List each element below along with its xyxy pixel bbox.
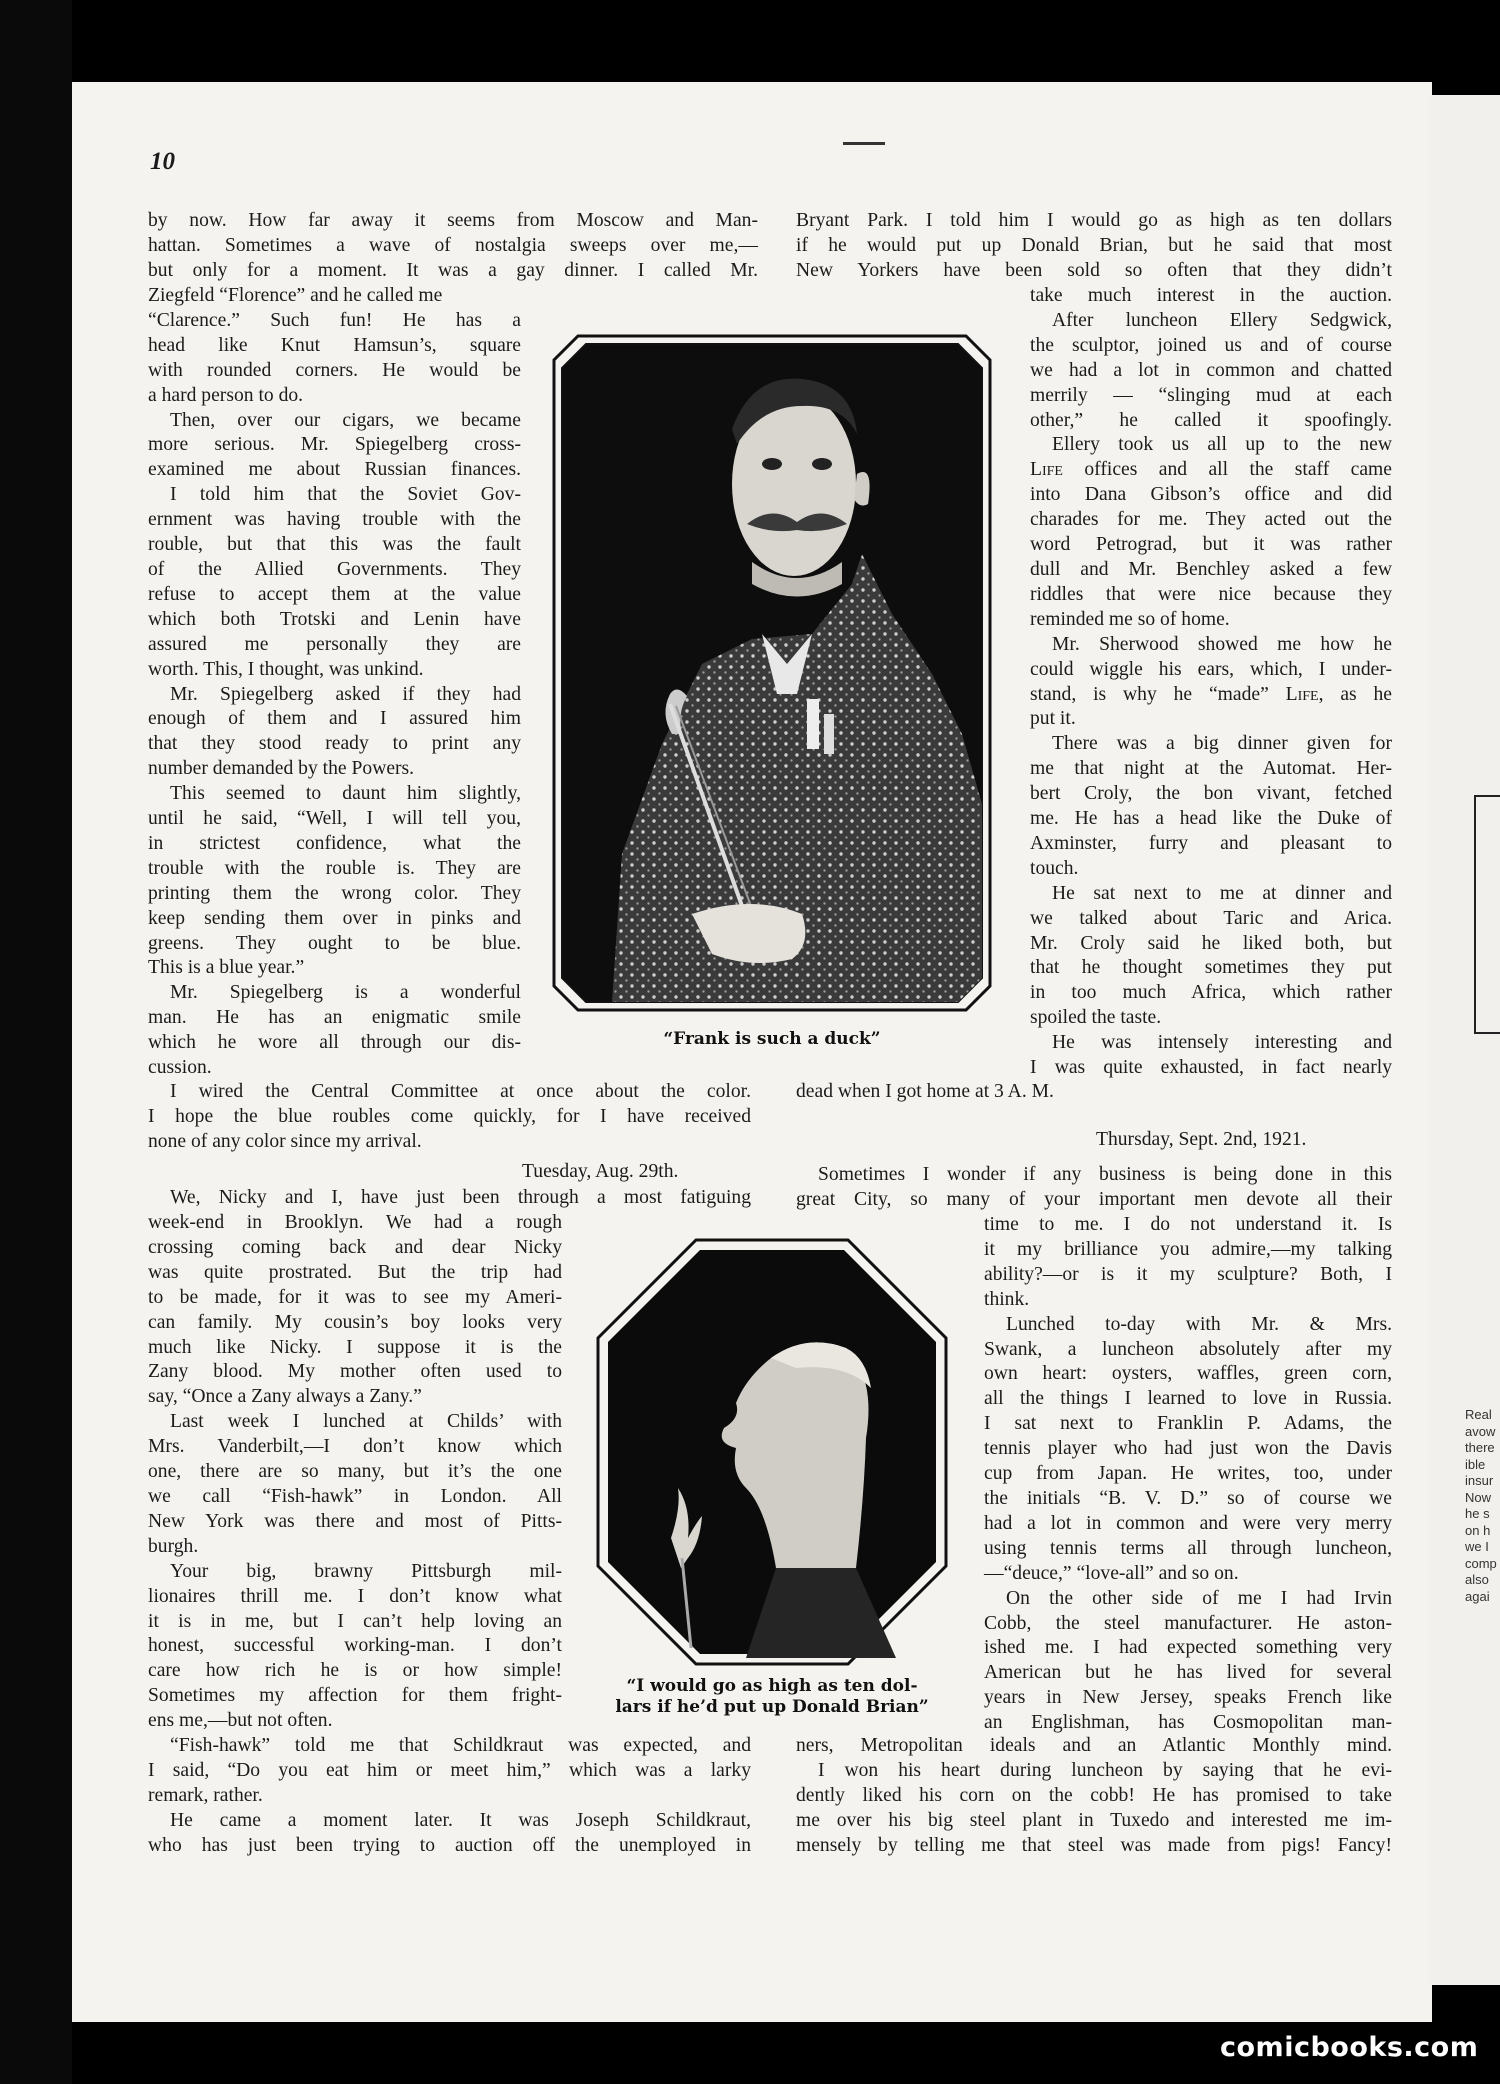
right-column-narrow-2: [984, 1213, 1392, 1736]
text-line: “Fish-hawk” told me that Schildkraut was expected, and: [170, 1735, 751, 1756]
text-line: into Dana Gibson’s office and did: [1030, 484, 1392, 506]
text-line: it my brilliance you admire,—my talking: [984, 1238, 1392, 1260]
text-line: ens me,—but not often.: [148, 1710, 333, 1732]
text-line: I said, “Do you eat him or meet him,” which was a larky: [148, 1759, 751, 1781]
text-line: by now. How far away it seems from Moscow and Man-: [148, 210, 758, 231]
text-line: one, there are so many, but it’s the one: [148, 1461, 562, 1483]
text-line: Bryant Park. I told him I would go as high as ten dollars: [796, 210, 1392, 231]
profile-illustration-octagon: [596, 1238, 948, 1666]
text-line: Life offices and all the staff came: [1030, 459, 1392, 481]
text-line: we call “Fish-hawk” in London. All: [148, 1485, 562, 1507]
text-line: mensely by telling me that steel was made from pigs! Fancy!: [796, 1834, 1392, 1856]
text-line: New York was there and most of Pitts-: [148, 1510, 562, 1532]
text-line: me that night at the Automat. Her-: [1030, 758, 1392, 780]
text-line: which he wore all through our dis-: [148, 1032, 521, 1054]
text-line: with rounded corners. He would be: [148, 359, 521, 381]
text-line: man. He has an enigmatic smile: [148, 1007, 521, 1029]
date-aug-29: Tuesday, Aug. 29th.: [522, 1161, 679, 1182]
text-line: think.: [984, 1288, 1030, 1310]
left-column-mid: [148, 1080, 751, 1155]
text-line: dull and Mr. Benchley asked a few: [1030, 558, 1392, 580]
text-line: more serious. Mr. Spiegelberg cross-: [148, 434, 521, 456]
adjacent-page-bracket: [1474, 795, 1500, 1034]
text-line: hattan. Sometimes a wave of nostalgia sweeps over me,—: [148, 234, 758, 256]
text-line: had a lot in common and were very merry: [984, 1512, 1392, 1534]
text-line: none of any color since my arrival.: [148, 1130, 422, 1152]
text-line: to be made, for it was to see my Ameri-: [148, 1286, 562, 1308]
left-column-narrow-2: [148, 1211, 562, 1734]
text-line: There was a big dinner given for: [1052, 733, 1392, 755]
text-line: great City, so many of your important men devote all their: [796, 1188, 1392, 1210]
text-line: honest, successful working-man. I don’t: [148, 1635, 562, 1657]
text-line: me over his big steel plant in Tuxedo and interested me im-: [796, 1809, 1392, 1831]
text-line: say, “Once a Zany always a Zany.”: [148, 1386, 422, 1408]
text-line: years in New Jersey, speaks French like: [984, 1687, 1392, 1709]
text-line: could wiggle his ears, which, I under-: [1030, 658, 1392, 680]
text-line: Lunched to-day with Mr. & Mrs.: [1006, 1313, 1392, 1335]
text-line: rouble, but that this was the fault: [148, 534, 521, 556]
text-line: week-end in Brooklyn. We had a rough: [148, 1212, 562, 1233]
text-line: who has just been trying to auction off the unemployed in: [148, 1834, 751, 1856]
text-line: it is in me, but I can’t help loving an: [148, 1610, 562, 1632]
text-line: ability?—or is it my sculpture? Both, I: [984, 1263, 1392, 1285]
text-line: examined me about Russian finances.: [148, 459, 521, 481]
text-line: Your big, brawny Pittsburgh mil-: [170, 1560, 562, 1582]
text-line: I was quite exhausted, in fact nearly: [1030, 1057, 1392, 1079]
text-line: the initials “B. V. D.” so of course we: [984, 1487, 1392, 1509]
text-line: cup from Japan. He writes, too, under: [984, 1463, 1392, 1485]
text-line: New Yorkers have been sold so often that they didn’t: [796, 259, 1392, 281]
text-line: reminded me so of home.: [1030, 608, 1230, 630]
text-line: refuse to accept them at the value: [148, 583, 521, 605]
text-line: the sculptor, joined us and of course: [1030, 334, 1392, 356]
text-line: He was intensely interesting and: [1052, 1032, 1392, 1054]
text-line: assured me personally they are: [148, 633, 521, 655]
text-line: Sometimes I wonder if any business is being done in this: [818, 1164, 1392, 1185]
text-line: —“deuce,” “love-all” and so on.: [984, 1562, 1239, 1584]
left-column-top: [148, 209, 758, 284]
text-line: Sometimes my affection for them fright-: [148, 1685, 562, 1707]
text-line: number demanded by the Powers.: [148, 758, 415, 780]
text-line: if he would put up Donald Brian, but he said that most: [796, 234, 1392, 256]
text-line: Mrs. Vanderbilt,—I don’t know which: [148, 1436, 562, 1458]
text-line: care how rich he is or how simple!: [148, 1660, 562, 1682]
text-line: we had a lot in common and chatted: [1030, 359, 1392, 381]
text-line: charades for me. They acted out the: [1030, 509, 1392, 531]
text-line: burgh.: [148, 1535, 199, 1557]
text-line: cussion.: [148, 1057, 212, 1079]
right-column-mid: [796, 1080, 1392, 1105]
header-ornament: [843, 142, 885, 145]
text-line: This seemed to daunt him slightly,: [170, 783, 521, 805]
text-line: worth. This, I thought, was unkind.: [148, 658, 424, 680]
text-line: take much interest in the auction.: [1030, 285, 1392, 306]
text-line: On the other side of me I had Irvin: [1006, 1587, 1392, 1609]
text-line: dead when I got home at 3 A. M.: [796, 1081, 1054, 1102]
text-line: This is a blue year.”: [148, 957, 305, 979]
text-line: bert Croly, the bon vivant, fetched: [1030, 783, 1392, 805]
text-line: Mr. Croly said he liked both, but: [1030, 932, 1392, 954]
text-line: greens. They ought to be blue.: [148, 932, 521, 954]
text-line: Swank, a luncheon absolutely after my: [984, 1338, 1392, 1360]
text-line: enough of them and I assured him: [148, 708, 521, 730]
text-line: merrily — “slinging mud at each: [1030, 384, 1392, 406]
right-column-after-date: [796, 1163, 1392, 1213]
caption-top: “Frank is such a duck”: [663, 1029, 881, 1049]
text-line: keep sending them over in pinks and: [148, 907, 521, 929]
adjacent-page-text: Real avow there ible insur Now he s on h we I comp also agai: [1465, 1407, 1497, 1604]
portrait-illustration-frank: [552, 334, 992, 1012]
text-line: an Englishman, has Cosmopolitan man-: [984, 1712, 1392, 1734]
right-column-top: [796, 209, 1392, 284]
text-line: which both Trotski and Lenin have: [148, 608, 521, 630]
text-line: trouble with the rouble is. They are: [148, 857, 521, 879]
text-line: touch.: [1030, 857, 1079, 879]
adjacent-page-strip: [1428, 95, 1500, 1985]
text-line: printing them the wrong color. They: [148, 882, 521, 904]
text-line: Zany blood. My mother often used to: [148, 1361, 562, 1383]
text-line: Mr. Sherwood showed me how he: [1052, 633, 1392, 655]
text-line: He sat next to me at dinner and: [1052, 882, 1392, 904]
text-line: riddles that were nice because they: [1030, 583, 1392, 605]
text-line: that they stood ready to print any: [148, 733, 521, 755]
right-column-narrow: [1030, 284, 1392, 1081]
text-line: remark, rather.: [148, 1784, 263, 1806]
left-column-bottom: [148, 1734, 751, 1859]
text-line: I told him that the Soviet Gov-: [170, 484, 521, 506]
page-number: 10: [150, 148, 175, 175]
text-line: tennis player who had just won the Davis: [984, 1438, 1392, 1460]
text-line: until he said, “Well, I will tell you,: [148, 808, 521, 830]
text-line: Cobb, the steel manufacturer. He aston-: [984, 1612, 1392, 1634]
text-line: We, Nicky and I, have just been through a most fatiguing: [170, 1187, 751, 1208]
caption-bottom-line-2: lars if he’d put up Donald Brian”: [615, 1697, 929, 1717]
text-line: word Petrograd, but it was rather: [1030, 534, 1392, 556]
text-line: head like Knut Hamsun’s, square: [148, 334, 521, 356]
text-line: other,” he called it spoofingly.: [1030, 409, 1392, 431]
text-line: in strictest confidence, what the: [148, 832, 521, 854]
text-line: Ziegfeld “Florence” and he called me: [148, 285, 443, 306]
text-line: Axminster, furry and pleasant to: [1030, 832, 1392, 854]
text-line: Mr. Spiegelberg is a wonderful: [170, 982, 521, 1004]
text-line: Mr. Spiegelberg asked if they had: [170, 683, 521, 705]
text-line: was quite prostrated. But the trip had: [148, 1261, 562, 1283]
text-line: a hard person to do.: [148, 384, 304, 406]
text-line: ernment was having trouble with the: [148, 509, 521, 531]
text-line: of the Allied Governments. They: [148, 558, 521, 580]
text-line: I won his heart during luncheon by saying that he evi-: [818, 1759, 1392, 1781]
text-line: lionaires thrill me. I don’t know what: [148, 1585, 562, 1607]
text-line: we talked about Taric and Arica.: [1030, 907, 1392, 929]
text-line: dently liked his corn on the cobb! He has promised to take: [796, 1784, 1392, 1806]
watermark-logo: comicbooks.com: [1220, 2032, 1479, 2063]
text-line: me. He has a head like the Duke of: [1030, 808, 1392, 830]
text-line: ners, Metropolitan ideals and an Atlantic Monthly mind.: [796, 1735, 1392, 1756]
left-column-narrow: [148, 284, 521, 1081]
text-line: time to me. I do not understand it. Is: [984, 1214, 1392, 1235]
text-line: can family. My cousin’s boy looks very: [148, 1311, 562, 1333]
text-line: “Clarence.” Such fun! He has a: [148, 309, 521, 331]
text-line: that he thought sometimes they put: [1030, 957, 1392, 979]
text-line: but only for a moment. It was a gay dinner. I called Mr.: [148, 259, 758, 281]
text-line: ished me. I had expected something very: [984, 1637, 1392, 1659]
text-line: put it.: [1030, 708, 1076, 730]
text-line: I sat next to Franklin P. Adams, the: [984, 1413, 1392, 1435]
text-line: He came a moment later. It was Joseph Schildkraut,: [170, 1809, 751, 1831]
caption-bottom: [590, 1676, 954, 1718]
text-line: stand, is why he “made” Life, as he: [1030, 683, 1392, 705]
text-line: After luncheon Ellery Sedgwick,: [1052, 309, 1392, 331]
right-column-bottom: [796, 1734, 1392, 1859]
text-line: much like Nicky. I suppose it is the: [148, 1336, 562, 1358]
text-line: using tennis terms all through luncheon,: [984, 1537, 1392, 1559]
text-line: Ellery took us all up to the new: [1052, 434, 1392, 456]
text-line: spoiled the taste.: [1030, 1007, 1162, 1029]
text-line: I wired the Central Committee at once about the color.: [170, 1081, 751, 1102]
text-line: all the things I learned to love in Russia.: [984, 1388, 1392, 1410]
text-line: American but he has lived for several: [984, 1662, 1392, 1684]
text-line: Then, over our cigars, we became: [170, 409, 521, 431]
scan-left-edge: [0, 0, 72, 2084]
text-line: Last week I lunched at Childs’ with: [170, 1411, 562, 1433]
text-line: crossing coming back and dear Nicky: [148, 1236, 562, 1258]
left-column-after-date: [148, 1186, 751, 1211]
caption-bottom-line-1: “I would go as high as ten dol-: [626, 1676, 918, 1696]
text-line: own heart: oysters, waffles, green corn,: [984, 1363, 1392, 1385]
date-sep-2: Thursday, Sept. 2nd, 1921.: [1096, 1129, 1307, 1150]
text-line: in too much Africa, which rather: [1030, 982, 1392, 1004]
text-line: I hope the blue roubles come quickly, for I have received: [148, 1105, 751, 1127]
